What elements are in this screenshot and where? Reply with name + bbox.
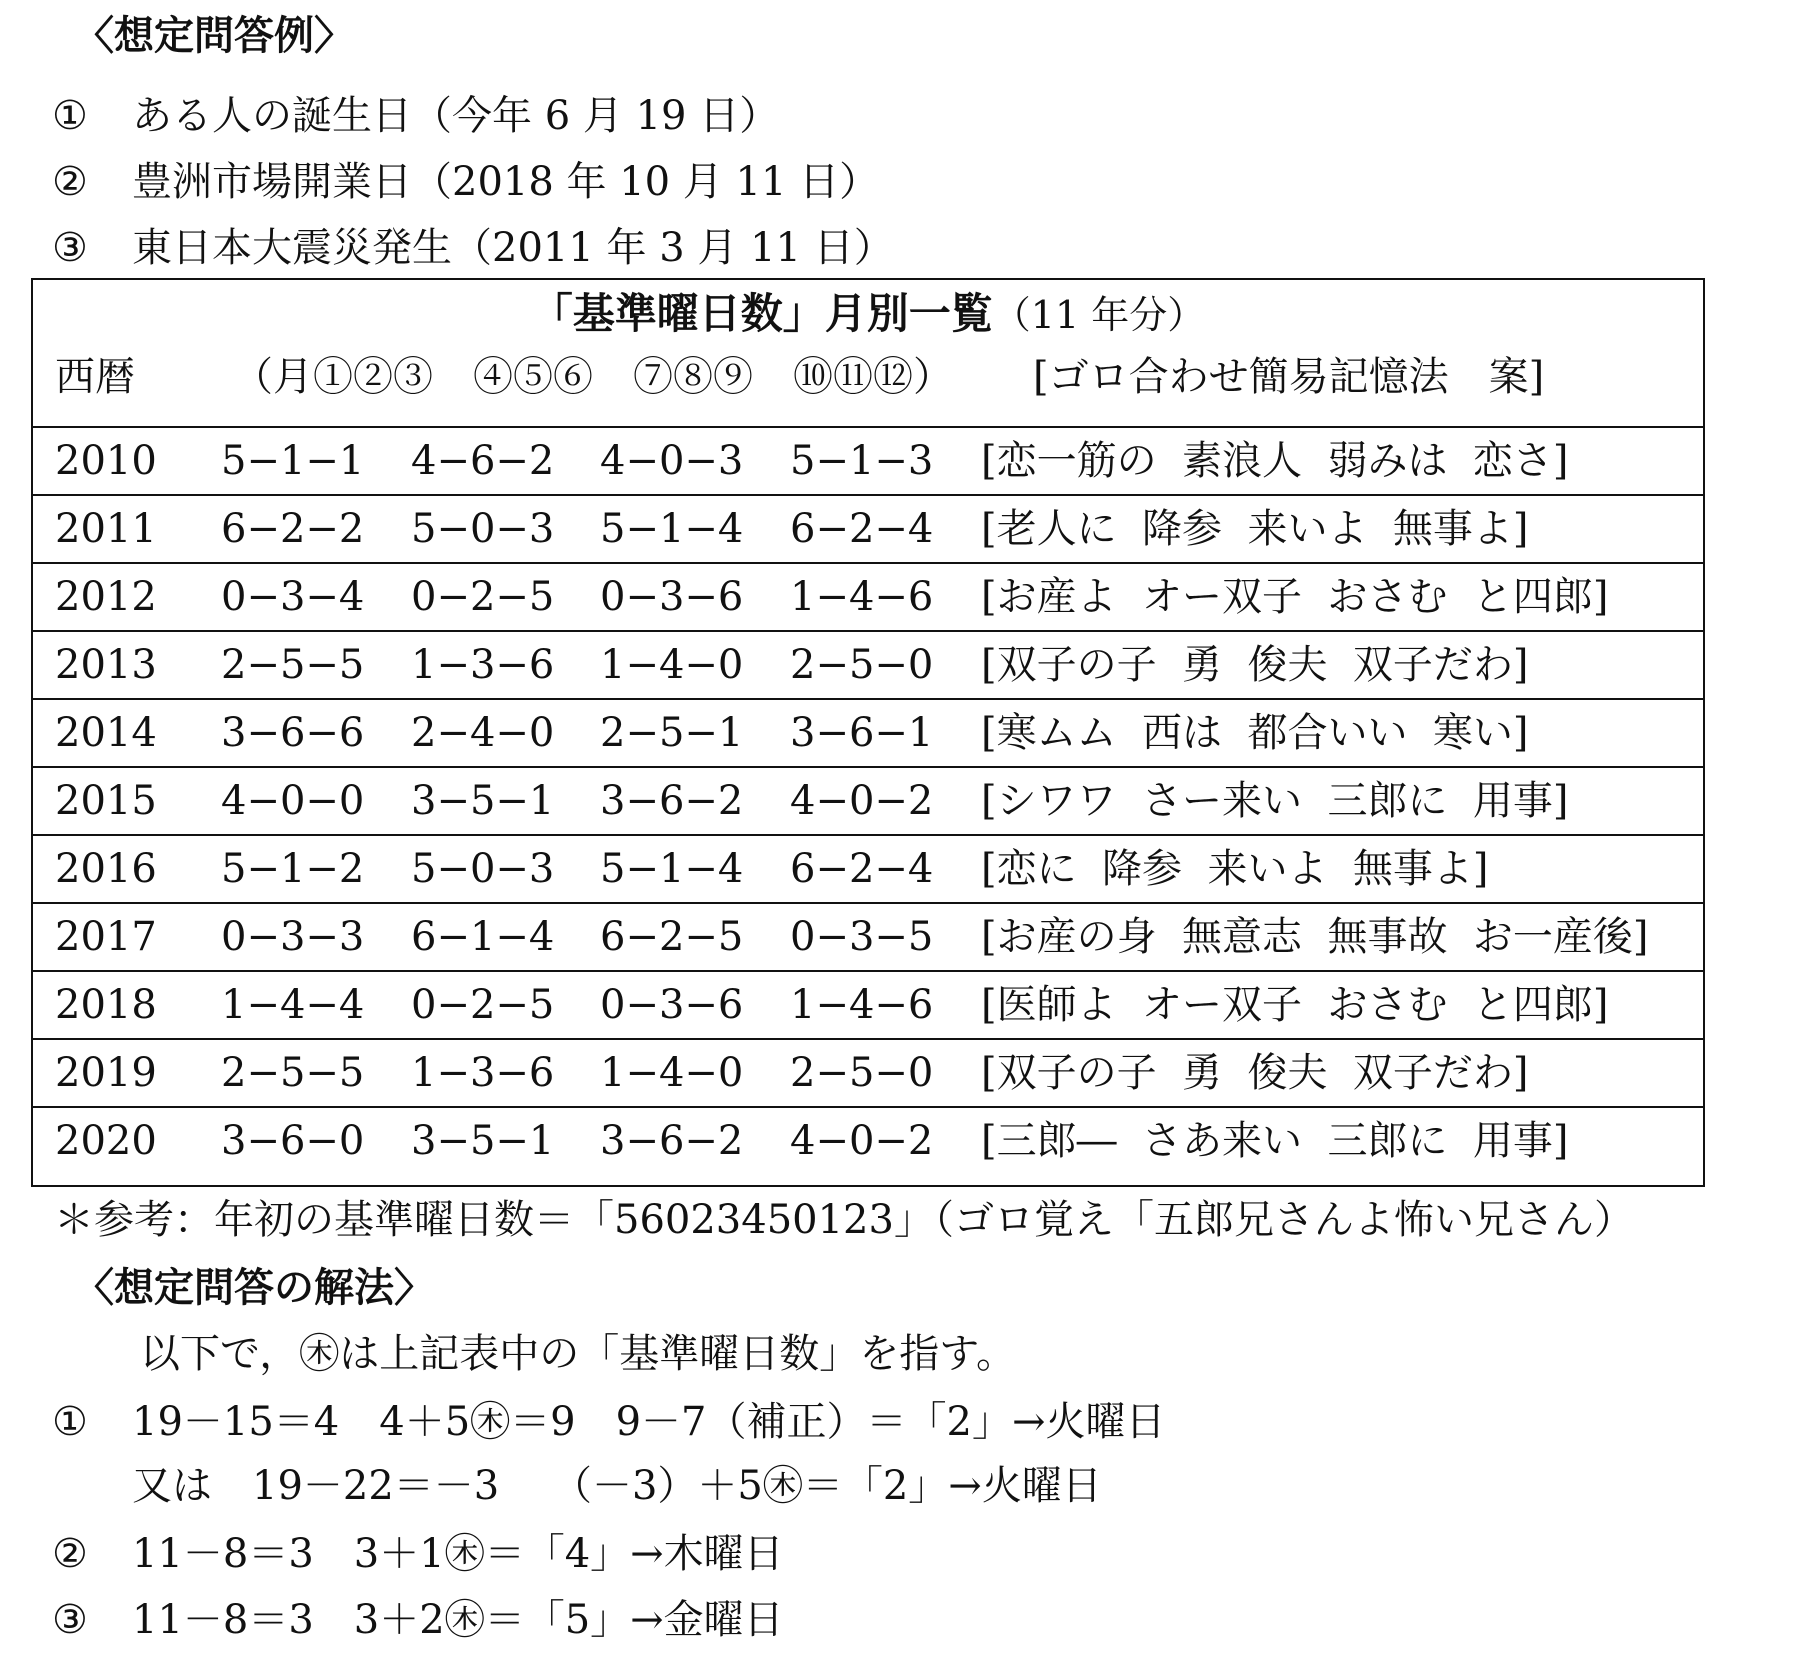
solution-1-alt-text: 又は 19－22＝－3 （－3）＋5㊍＝「2」→火曜日 [132,1463,1102,1509]
table-title [33,286,1703,343]
header-mnemonic: [ゴロ合わせ簡易記憶法 案] [1033,354,1545,400]
question-1-marker: ① [52,93,88,139]
table-title-main: 「基準曜日数」月別一覧 [530,289,993,338]
row-months-7-9: 1−4−0 [600,1050,744,1096]
row-months-4-6: 3−5−1 [411,778,555,824]
table-row [33,834,1703,902]
table-row [33,426,1703,494]
row-year: 2018 [55,982,157,1028]
table-row [33,902,1703,970]
row-year: 2019 [55,1050,157,1096]
row-months-4-6: 0−2−5 [411,574,555,620]
row-months-10-12: 2−5−0 [790,642,934,688]
row-months-7-9: 4−0−3 [600,438,744,484]
question-3-text: 東日本大震災発生（2011 年 3 月 11 日） [132,225,894,271]
row-mnemonic: [三郎― さあ来い 三郎に 用事] [981,1118,1569,1164]
table-row [33,1038,1703,1106]
row-months-1-3: 6−2−2 [221,506,365,552]
row-months-4-6: 6−1−4 [411,914,555,960]
row-months-4-6: 1−3−6 [411,1050,555,1096]
row-months-7-9: 3−6−2 [600,1118,744,1164]
question-1-text: ある人の誕生日（今年 6 月 19 日） [132,93,780,139]
row-months-10-12: 1−4−6 [790,982,934,1028]
solution-1-text: 19－15＝4 4＋5㊍＝9 9－7（補正）＝「2」→火曜日 [132,1399,1166,1445]
row-months-4-6: 5−0−3 [411,506,555,552]
row-months-4-6: 5−0−3 [411,846,555,892]
solution-1-marker: ① [52,1399,88,1445]
question-3-marker: ③ [52,225,88,271]
row-months-10-12: 2−5−0 [790,1050,934,1096]
row-mnemonic: [恋一筋の 素浪人 弱みは 恋さ] [981,438,1569,484]
row-months-7-9: 2−5−1 [600,710,744,756]
row-year: 2016 [55,846,157,892]
row-months-7-9: 0−3−6 [600,574,744,620]
row-months-1-3: 5−1−1 [221,438,365,484]
row-year: 2010 [55,438,157,484]
row-months-10-12: 5−1−3 [790,438,934,484]
row-mnemonic: [お産の身 無意志 無事故 お一産後] [981,914,1649,960]
row-months-1-3: 5−1−2 [221,846,365,892]
row-mnemonic: [お産よ オー双子 おさむ と四郎] [981,574,1609,620]
row-months-10-12: 4−0−2 [790,1118,934,1164]
row-months-10-12: 0−3−5 [790,914,934,960]
row-months-1-3: 4−0−0 [221,778,365,824]
row-months-4-6: 3−5−1 [411,1118,555,1164]
solutions-heading: 〈想定問答の解法〉 [74,1264,434,1311]
row-months-10-12: 1−4−6 [790,574,934,620]
row-months-7-9: 0−3−6 [600,982,744,1028]
row-months-10-12: 6−2−4 [790,846,934,892]
table-title-sub: （11 年分） [992,293,1206,337]
row-year: 2015 [55,778,157,824]
row-months-1-3: 3−6−0 [221,1118,365,1164]
row-year: 2014 [55,710,157,756]
row-months-4-6: 1−3−6 [411,642,555,688]
row-months-7-9: 1−4−0 [600,642,744,688]
solution-2-text: 11－8＝3 3＋1㊍＝「4」→木曜日 [132,1531,784,1577]
question-2-marker: ② [52,159,88,205]
row-months-7-9: 6−2−5 [600,914,744,960]
row-year: 2011 [55,506,157,552]
table-row [33,494,1703,562]
table-row [33,698,1703,766]
row-months-4-6: 0−2−5 [411,982,555,1028]
row-months-10-12: 6−2−4 [790,506,934,552]
solution-3-marker: ③ [52,1597,88,1643]
row-months-1-3: 1−4−4 [221,982,365,1028]
row-mnemonic: [寒ムム 西は 都合いい 寒い] [981,710,1529,756]
row-months-1-3: 0−3−3 [221,914,365,960]
row-months-10-12: 3−6−1 [790,710,934,756]
row-months-1-3: 2−5−5 [221,1050,365,1096]
row-mnemonic: [双子の子 勇 俊夫 双子だわ] [981,642,1529,688]
question-2-text: 豊洲市場開業日（2018 年 10 月 11 日） [132,159,880,205]
row-months-7-9: 5−1−4 [600,506,744,552]
row-year: 2012 [55,574,157,620]
header-months: （月①②③ ④⑤⑥ ⑦⑧⑨ ⑩⑪⑫） [233,354,953,400]
row-months-1-3: 2−5−5 [221,642,365,688]
row-mnemonic: [双子の子 勇 俊夫 双子だわ] [981,1050,1529,1096]
row-mnemonic: [医師よ オー双子 おさむ と四郎] [981,982,1609,1028]
row-year: 2013 [55,642,157,688]
table-row [33,630,1703,698]
table-row [33,562,1703,630]
row-months-10-12: 4−0−2 [790,778,934,824]
row-months-4-6: 4−6−2 [411,438,555,484]
row-mnemonic: [シワワ さー来い 三郎に 用事] [981,778,1569,824]
reference-weekday-table [31,278,1705,1187]
reference-note: ＊参考：年初の基準曜日数＝「56023450123」（ゴロ覚え「五郎兄さんよ怖い兄さん） [54,1197,1634,1243]
row-months-1-3: 0−3−4 [221,574,365,620]
row-months-4-6: 2−4−0 [411,710,555,756]
table-row [33,1106,1703,1175]
solution-2-marker: ② [52,1531,88,1577]
solution-3-text: 11－8＝3 3＋2㊍＝「5」→金曜日 [132,1597,784,1643]
table-row [33,766,1703,834]
row-months-1-3: 3−6−6 [221,710,365,756]
row-year: 2017 [55,914,157,960]
row-mnemonic: [恋に 降参 来いよ 無事よ] [981,846,1489,892]
questions-heading: 〈想定問答例〉 [74,12,354,59]
row-year: 2020 [55,1118,157,1164]
row-months-7-9: 5−1−4 [600,846,744,892]
solutions-intro: 以下で，㊍は上記表中の「基準曜日数」を指す。 [140,1331,1016,1377]
row-months-7-9: 3−6−2 [600,778,744,824]
header-year: 西暦 [55,354,135,400]
row-mnemonic: [老人に 降参 来いよ 無事よ] [981,506,1529,552]
table-row [33,970,1703,1038]
